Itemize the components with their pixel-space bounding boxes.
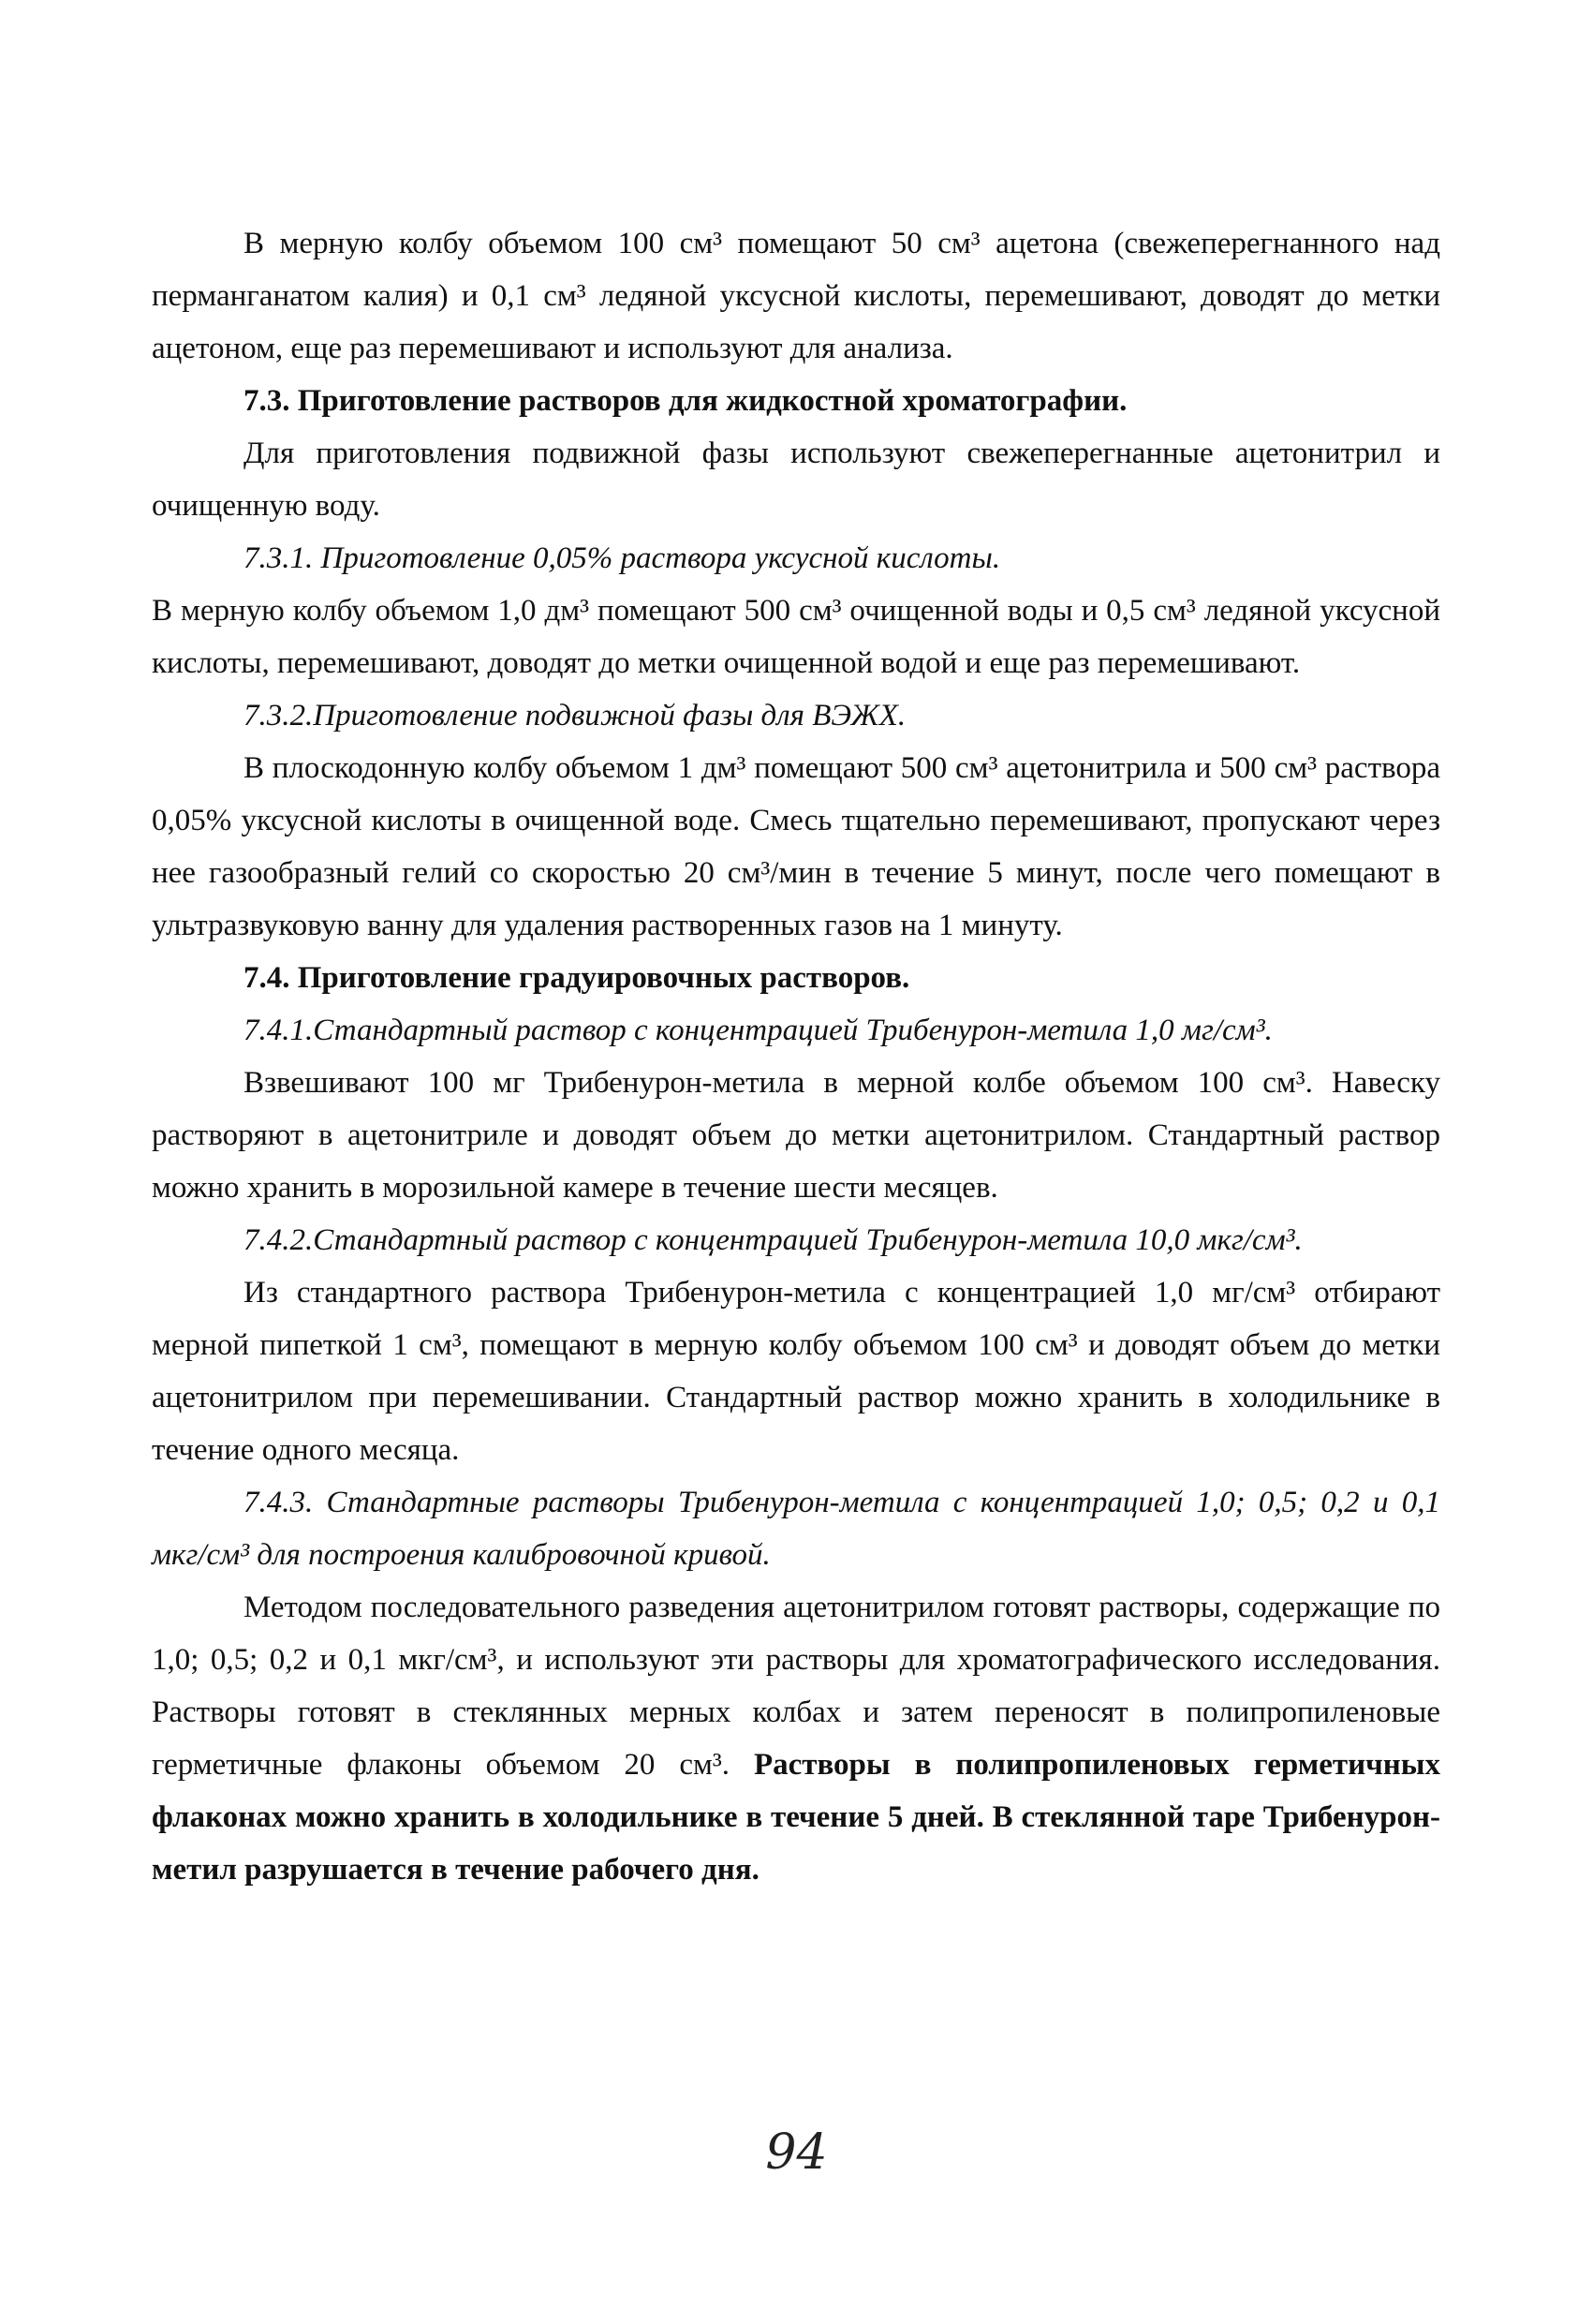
paragraph-standard-solution-1mg: Взвешивают 100 мг Трибенурон-метила в мерной колбе объемом 100 см³. Навеску растворяют в ацетонитриле и доводят объем до метки ацетонитрилом. Стандартный раствор можно хранить в морозильной камере в течение шести месяцев. [152,1066,1440,1205]
calibration-text: Методом последовательного разведения ацетонитрилом готовят растворы, содержащие по 1,0; 0,5; 0,2 и 0,1 мкг/см³, и используют эти растворы для хроматографического исследования. Растворы готовят в стеклянных мерных колбах и затем переносят в полипропиленовые герметичные флаконы объемом 20 см³. [152,1591,1440,1782]
page-number: 94 [765,2124,828,2181]
subheading-7-4-2: 7.4.2.Стандартный раствор с концентрацией Трибенурон-метила 10,0 мкг/см³. [243,1223,1303,1257]
heading-7-3: 7.3. Приготовление растворов для жидкостной хроматографии. [243,384,1128,418]
paragraph-calibration-solutions [152,1581,1440,1896]
heading-7-4: 7.4. Приготовление градуировочных растворов. [243,961,910,995]
subheading-7-3-2: 7.3.2.Приготовление подвижной фазы для ВЭЖХ. [243,699,907,733]
paragraph-acetone-solution: В мерную колбу объемом 100 см³ помещают 50 см³ ацетона (свежеперегнанного над перманганатом калия) и 0,1 см³ ледяной уксусной кислоты, перемешивают, доводят до метки ацетоном, еще раз перемешивают и используют для анализа. [152,227,1440,365]
storage-note-bold: Растворы в полипропиленовых герметичных флаконах можно хранить в холодильнике в течение 5 дней. В стеклянной таре Трибенурон-метил разрушается в течение рабочего дня. [152,1748,1440,1887]
paragraph-hplc-mobile-phase: В плоскодонную колбу объемом 1 дм³ помещают 500 см³ ацетонитрила и 500 см³ раствора 0,05% уксусной кислоты в очищенной воде. Смесь тщательно перемешивают, пропускают через нее газообразный гелий со скоростью 20 см³/мин в течение 5 минут, после чего помещают в ультразвуковую ванну для удаления растворенных газов на 1 минуту. [152,751,1440,942]
paragraph-mobile-phase-intro: Для приготовления подвижной фазы используют свежеперегнанные ацетонитрил и очищенную воду. [152,437,1440,523]
paragraph-acetic-acid-solution: В мерную колбу объемом 1,0 дм³ помещают 500 см³ очищенной воды и 0,5 см³ ледяной уксусной кислоты, перемешивают, доводят до метки очищенной водой и еще раз перемешивают. [152,594,1440,680]
subheading-7-3-1: 7.3.1. Приготовление 0,05% раствора уксусной кислоты. [243,541,1001,575]
subheading-7-4-1: 7.4.1.Стандартный раствор с концентрацией Трибенурон-метила 1,0 мг/см³. [243,1014,1273,1047]
page-body [152,217,1440,1896]
subheading-7-4-3: 7.4.3. Стандартные растворы Трибенурон-метила с концентрацией 1,0; 0,5; 0,2 и 0,1 мкг/см³ для построения калибровочной кривой. [152,1486,1440,1572]
paragraph-standard-solution-10mkg: Из стандартного раствора Трибенурон-метила с концентрацией 1,0 мг/см³ отбирают мерной пипеткой 1 см³, помещают в мерную колбу объемом 100 см³ и доводят объем до метки ацетонитрилом при перемешивании. Стандартный раствор можно хранить в холодильнике в течение одного месяца. [152,1276,1440,1467]
